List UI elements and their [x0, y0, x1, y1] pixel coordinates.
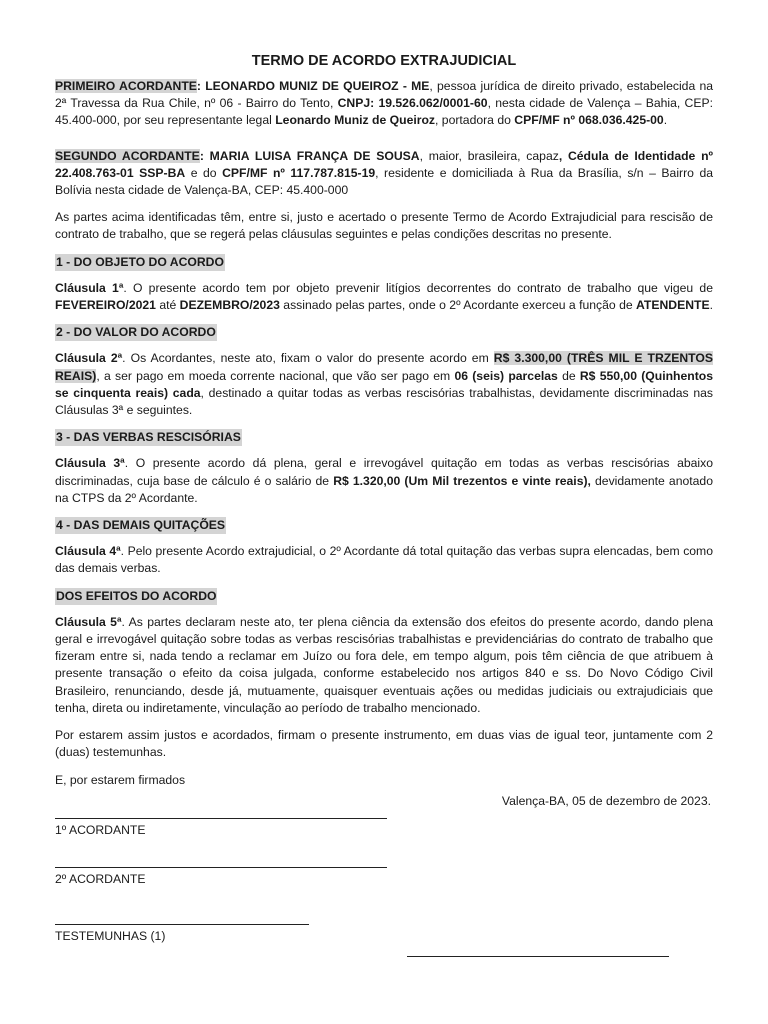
party1-paragraph: PRIMEIRO ACORDANTE: LEONARDO MUNIZ DE QUEIROZ - ME, pessoa jurídica de direito privado, estabelecida na 2ª Travessa da Rua Chile, nº 06 - Bairro do Tento, CNPJ: 19.526.062/0001-60, nesta cidade de Valença – Bahia, CEP: 45.400-000, por seu representante legal Leonardo Muniz de Queiroz, portadora do CPF/MF nº 068.036.425-00. — [55, 79, 714, 128]
section-2-heading: 2 - DO VALOR DO ACORDO — [55, 324, 217, 341]
signature-first — [55, 818, 387, 839]
clause-3: Cláusula 3ª. O presente acordo dá plena, geral e irrevogável quitação em todas as verbas rescisórias abaixo discriminadas, cuja base de cálculo é o salário de R$ 1.320,00 (Um Mil trezentos e vinte reais), devidamente anotado na CTPS da 2º Acordante. — [55, 456, 713, 505]
date-line: Valença-BA, 05 de dezembro de 2023. — [501, 793, 711, 808]
closing-line: E, por estarem firmados — [55, 772, 186, 787]
party2-name: MARIA LUISA FRANÇA DE SOUSA — [209, 148, 420, 163]
party2-id: , Cédula de Identidade nº 22.408.763-01 SSP-BA — [55, 148, 713, 180]
party1-name: LEONARDO MUNIZ DE QUEIROZ - ME — [205, 79, 430, 93]
document-title: TERMO DE ACORDO EXTRAJUDICIAL — [251, 53, 517, 69]
party2-paragraph: SEGUNDO ACORDANTE: MARIA LUISA FRANÇA DE SOUSA, maior, brasileira, capaz, Cédula de Identidade nº 22.408.763-01 SSP-BA e do CPF/MF nº 117.787.815-19, residente e domiciliada à Rua da Brasília, s/n – Bairro da Bolívia nesta cidade de Valença-BA, CEP: 45.400-000 — [55, 148, 714, 198]
section-5-heading: DOS EFEITOS DO ACORDO — [55, 588, 217, 605]
clause-4: Cláusula 4ª. Pelo presente Acordo extrajudicial, o 2º Acordante dá total quitação das verbas supra elencadas, bem como das demais verbas. — [55, 544, 713, 576]
signature-line — [55, 867, 387, 868]
party2-cpf: CPF/MF nº 117.787.815-19 — [222, 165, 376, 180]
party2-label: SEGUNDO ACORDANTE — [55, 148, 200, 163]
section-3-heading: 3 - DAS VERBAS RESCISÓRIAS — [55, 429, 242, 446]
party1-cpf: CPF/MF nº 068.036.425-00 — [514, 113, 664, 128]
signature-label: 2º ACORDANTE — [55, 872, 146, 886]
closing-paragraph: Por estarem assim justos e acordados, firmam o presente instrumento, em duas vias de igual teor, juntamente com 2 (duas) testemunhas. — [55, 728, 713, 760]
signature-second — [55, 867, 387, 888]
signature-witness-2-line — [407, 956, 669, 957]
signature-line — [55, 818, 387, 819]
clause-2: Cláusula 2ª. Os Acordantes, neste ato, fixam o valor do presente acordo em R$ 3.300,00 (TRÊS MIL E TRZENTOS REAIS), a ser pago em moeda corrente nacional, que vão ser pago em 06 (seis) parcelas de R$ 550,00 (Quinhentos se cinquenta reais) cada, destinado a quitar todas as verbas rescisórias trabalhistas, devidamente discriminadas nas Cláusulas 3ª e seguintes. — [55, 351, 714, 418]
signature-line — [55, 924, 309, 925]
signature-label: TESTEMUNHAS (1) — [55, 929, 166, 943]
agreement-value: R$ 3.300,00 (TRÊS MIL E TRZENTOS REAIS) — [55, 351, 714, 383]
signature-label: 1º ACORDANTE — [55, 823, 146, 837]
clause-1: Cláusula 1ª. O presente acordo tem por objeto prevenir litígios decorrentes do contrato de trabalho que vigeu de FEVEREIRO/2021 até DEZEMBRO/2023 assinado pelas partes, onde o 2º Acordante exerceu a função de ATENDENTE. — [55, 280, 713, 313]
section-4-heading: 4 - DAS DEMAIS QUITAÇÕES — [55, 517, 226, 534]
signature-witness-1 — [55, 924, 309, 945]
clause-5: Cláusula 5ª. As partes declaram neste ato, ter plena ciência da extensão dos efeitos do presente acordo, dando plena geral e irrevogável quitação sobre todas as verbas rescisórias trabalhistas e previdenciárias do contrato de trabalho que fizeram entre si, nada tendo a reclamar em Juízo ou fora dele, em tempo algum, pois têm ciência de que atribuem à presente transação o efeito da coisa julgada, conforme estabelecido nos artigos 840 e ss. Do Novo Código Civil Brasileiro, renunciando, desde já, mutuamente, quaisquer eventuais ações ou medidas judiciais ou extrajudiciais que tenha, direta ou indiretamente, vinculação ao período de trabalho mencionado. — [55, 614, 713, 715]
party1-cnpj: CNPJ: 19.526.062/0001-60 — [337, 96, 488, 111]
intro-paragraph: As partes acima identificadas têm, entre si, justo e acertado o presente Termo de Acordo Extrajudicial para rescisão de contrato de trabalho, que se regerá pelas cláusulas seguintes e pelas condições descritas no presente. — [55, 210, 713, 242]
party1-label: PRIMEIRO ACORDANTE — [55, 79, 197, 93]
party1-representative: Leonardo Muniz de Queiroz — [275, 113, 436, 128]
section-1-heading: 1 - DO OBJETO DO ACORDO — [55, 254, 225, 271]
